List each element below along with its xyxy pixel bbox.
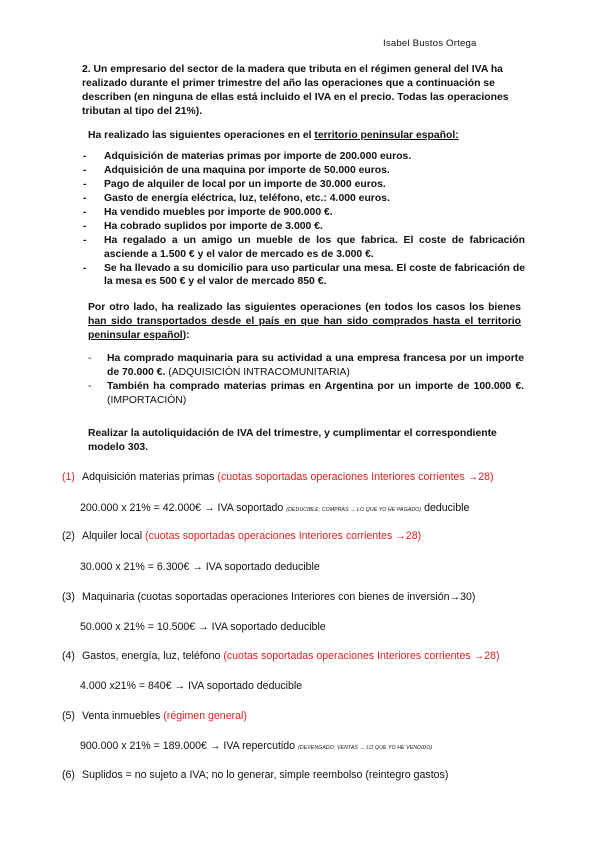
- solution-calc-2: 30.000 x 21% = 6.300€ → IVA soportado deducible: [80, 561, 320, 573]
- solution-calc-4: 4.000 x21% = 840€ → IVA soportado deducible: [80, 680, 303, 692]
- territory-heading: [88, 129, 520, 143]
- solution-item-4: [62, 649, 500, 663]
- solution-number: (6): [62, 769, 75, 781]
- other-operations-heading: Por otro lado, ha realizado las siguientes operaciones (en todos los casos los bienes han sido transportados desde el país en que han sido comprados hasta el territorio peninsular español):: [88, 302, 521, 341]
- list-item: - También ha comprado materias primas en Argentina por un importe de 100.000 €. (IMPORTACIÓN): [88, 380, 524, 406]
- problem-statement-text: 2. Un empresario del sector de la madera que tributa en el régimen general del IVA ha realizado durante el primer trimestre del año las operaciones que a continuación se describen (en ninguna de ellas está incluido el IVA en el precio. Todas las operaciones tributan al tipo del 21%).: [82, 64, 509, 117]
- list-item: - Ha vendido muebles por importe de 900.000 €.: [83, 206, 333, 218]
- list-item: - Ha regalado a un amigo un mueble de los que fabrica. El coste de fabricación asciende a 1.500 € y el valor de mercado es de 3.000 €.: [83, 234, 525, 260]
- solution-number: (4): [62, 650, 75, 662]
- solution-item-1: [62, 470, 494, 484]
- solution-number: (2): [62, 530, 75, 542]
- problem-statement: [82, 63, 522, 119]
- list-item: - Adquisición de una maquina por importe de 50.000 euros.: [83, 164, 390, 176]
- solution-label: Suplidos = no sujeto a IVA; no lo generar, simple reembolso (reintegro gastos): [82, 769, 449, 781]
- solution-calc-5: 900.000 x 21% = 189.000€ → IVA repercutido (DEVENGADO; VENTAS → LO QUE YO HE VENDIDO): [80, 740, 433, 752]
- foreign-operations-list: [88, 352, 524, 408]
- solution-note: (cuotas soportadas operaciones Interiores con bienes de inversión→30): [137, 591, 476, 603]
- solution-calc-1: 200.000 x 21% = 42.000€ → IVA soportado (DEDUCIBLE; COMPRAS → LO QUE YO HE PAGADO) deducible: [80, 502, 470, 514]
- territory-heading-underlined: territorio peninsular español:: [314, 130, 459, 141]
- task-statement: Realizar la autoliquidación de IVA del trimestre, y cumplimentar el correspondiente modelo 303.: [88, 428, 497, 453]
- solution-label: Adquisición materias primas: [82, 471, 218, 483]
- solution-label: Gastos, energía, luz, teléfono: [82, 650, 224, 662]
- list-item: - Pago de alquiler de local por un importe de 30.000 euros.: [83, 178, 386, 190]
- solution-number: (1): [62, 471, 75, 483]
- solution-note: (cuotas soportadas operaciones Interiores corrientes →28): [217, 471, 494, 483]
- solution-note: (régimen general): [163, 710, 247, 722]
- solution-note: (cuotas soportadas operaciones Interiores corrientes →28): [223, 650, 500, 662]
- list-item: - Ha comprado maquinaria para su actividad a una empresa francesa por un importe de 70.000 €. (ADQUISICIÓN INTRACOMUNITARIA): [88, 353, 524, 378]
- solution-calc-3: 50.000 x 21% = 10.500€ → IVA soportado deducible: [80, 621, 326, 633]
- solution-label: Venta inmuebles: [82, 710, 164, 722]
- list-item: - Ha cobrado suplidos por importe de 3.000 €.: [83, 220, 323, 232]
- solution-item-3: [62, 590, 475, 604]
- territory-heading-prefix: Ha realizado las siguientes operaciones en el: [88, 130, 315, 141]
- domestic-operations-list: [83, 150, 525, 289]
- author-name: Isabel Bustos Ortega: [383, 38, 477, 49]
- list-item: - Gasto de energía eléctrica, luz, teléfono, etc.: 4.000 euros.: [83, 192, 390, 204]
- solution-number: (3): [62, 591, 75, 603]
- solution-label: Alquiler local: [82, 530, 146, 542]
- solution-item-5: [62, 709, 247, 723]
- solution-note: (cuotas soportadas operaciones Interiores corrientes →28): [145, 530, 422, 542]
- list-item: - Adquisición de materias primas por importe de 200.000 euros.: [83, 151, 412, 162]
- solution-item-2: [62, 529, 421, 543]
- solution-label: Maquinaria: [82, 591, 138, 603]
- solution-number: (5): [62, 710, 75, 722]
- other-operations-underlined: han sido transportados desde el país en que han sido comprados hasta el territorio peninsular español: [88, 315, 521, 341]
- list-item: - Se ha llevado a su domicilio para uso particular una mesa. El coste de fabricación de la mesa es 500 € y el valor de mercado 850 €.: [83, 262, 525, 288]
- solution-item-6: [62, 768, 448, 782]
